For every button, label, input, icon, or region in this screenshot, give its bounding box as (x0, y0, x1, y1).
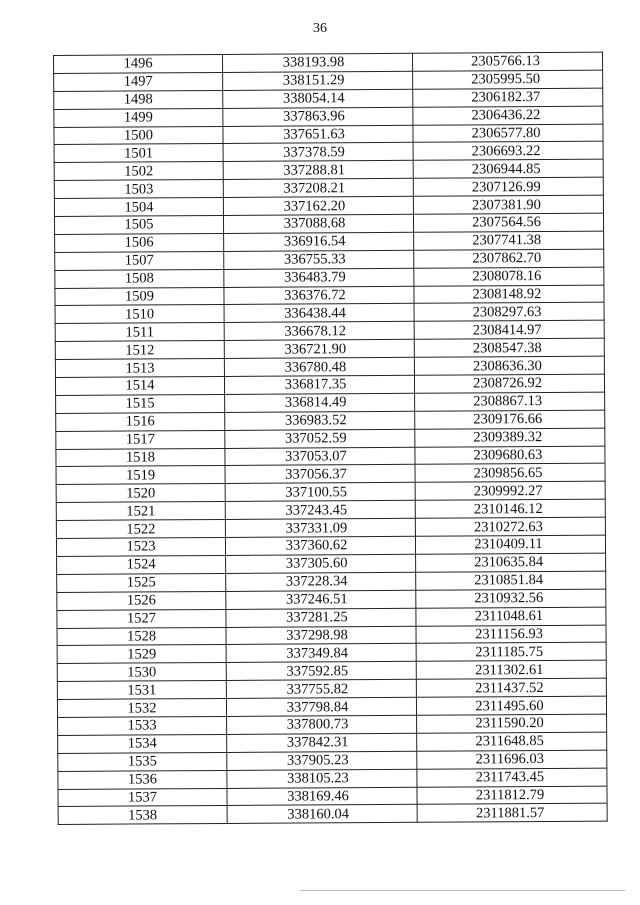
coordinate-table-body (54, 52, 608, 825)
x-coordinate-cell: 337228.34 (226, 572, 416, 591)
y-coordinate-cell: 2309680.63 (415, 446, 605, 465)
y-coordinate-cell: 2308867.13 (415, 392, 605, 411)
y-coordinate-cell: 2311048.61 (416, 607, 606, 626)
x-coordinate-cell: 337053.07 (225, 447, 415, 466)
y-coordinate-cell: 2310635.84 (416, 553, 606, 572)
point-number-cell: 1497 (54, 72, 223, 91)
y-coordinate-cell: 2310409.11 (415, 535, 605, 554)
y-coordinate-cell: 2311590.20 (417, 714, 607, 733)
point-number-cell: 1521 (56, 502, 225, 521)
x-coordinate-cell: 337651.63 (223, 125, 413, 144)
point-number-cell: 1514 (55, 376, 224, 395)
y-coordinate-cell: 2310932.56 (416, 589, 606, 608)
y-coordinate-cell: 2311881.57 (417, 804, 607, 823)
x-coordinate-cell: 336817.35 (224, 375, 414, 394)
x-coordinate-cell: 337162.20 (223, 196, 413, 215)
point-number-cell: 1498 (54, 90, 223, 109)
x-coordinate-cell: 336916.54 (224, 232, 414, 251)
y-coordinate-cell: 2306693.22 (413, 142, 603, 161)
y-coordinate-cell: 2307862.70 (414, 249, 604, 268)
x-coordinate-cell: 336376.72 (224, 286, 414, 305)
point-number-cell: 1515 (56, 394, 225, 413)
y-coordinate-cell: 2309856.65 (415, 464, 605, 483)
point-number-cell: 1496 (54, 54, 223, 73)
y-coordinate-cell: 2311437.52 (416, 678, 606, 697)
y-coordinate-cell: 2309992.27 (415, 482, 605, 501)
y-coordinate-cell: 2311156.93 (416, 625, 606, 644)
x-coordinate-cell: 337755.82 (226, 679, 416, 698)
x-coordinate-cell: 337100.55 (225, 483, 415, 502)
y-coordinate-cell: 2311743.45 (417, 768, 607, 787)
y-coordinate-cell: 2311812.79 (417, 786, 607, 805)
y-coordinate-cell: 2311302.61 (416, 660, 606, 679)
point-number-cell: 1510 (55, 305, 224, 324)
point-number-cell: 1538 (58, 806, 227, 825)
y-coordinate-cell: 2311648.85 (417, 732, 607, 751)
point-number-cell: 1536 (58, 770, 227, 789)
point-number-cell: 1518 (56, 448, 225, 467)
x-coordinate-cell: 337863.96 (223, 107, 413, 126)
x-coordinate-cell: 337905.23 (227, 751, 417, 770)
point-number-cell: 1511 (55, 323, 224, 342)
y-coordinate-cell: 2310272.63 (415, 517, 605, 536)
x-coordinate-cell: 337800.73 (227, 715, 417, 734)
point-number-cell: 1525 (57, 573, 226, 592)
x-coordinate-cell: 337088.68 (223, 214, 413, 233)
y-coordinate-cell: 2308414.97 (414, 320, 604, 339)
point-number-cell: 1502 (54, 162, 223, 181)
y-coordinate-cell: 2307741.38 (414, 231, 604, 250)
coordinate-table (53, 52, 608, 826)
point-number-cell: 1524 (57, 555, 226, 574)
y-coordinate-cell: 2307126.99 (413, 177, 603, 196)
y-coordinate-cell: 2305995.50 (413, 70, 603, 89)
y-coordinate-cell: 2307564.56 (413, 213, 603, 232)
x-coordinate-cell: 336983.52 (225, 411, 415, 430)
point-number-cell: 1531 (57, 681, 226, 700)
y-coordinate-cell: 2307381.90 (413, 195, 603, 214)
x-coordinate-cell: 336755.33 (224, 250, 414, 269)
x-coordinate-cell: 338160.04 (227, 805, 417, 824)
y-coordinate-cell: 2308547.38 (414, 338, 604, 357)
x-coordinate-cell: 336780.48 (224, 357, 414, 376)
x-coordinate-cell: 336814.49 (225, 393, 415, 412)
x-coordinate-cell: 336483.79 (224, 268, 414, 287)
y-coordinate-cell: 2305766.13 (412, 52, 602, 71)
point-number-cell: 1530 (57, 663, 226, 682)
y-coordinate-cell: 2308148.92 (414, 285, 604, 304)
x-coordinate-cell: 337842.31 (227, 733, 417, 752)
y-coordinate-cell: 2306436.22 (413, 106, 603, 125)
x-coordinate-cell: 337052.59 (225, 429, 415, 448)
point-number-cell: 1520 (56, 484, 225, 503)
point-number-cell: 1512 (55, 341, 224, 360)
x-coordinate-cell: 337281.25 (226, 608, 416, 627)
footer-rule (300, 890, 625, 891)
y-coordinate-cell: 2310851.84 (416, 571, 606, 590)
point-number-cell: 1499 (54, 108, 223, 127)
x-coordinate-cell: 337056.37 (225, 465, 415, 484)
point-number-cell: 1522 (56, 520, 225, 539)
x-coordinate-cell: 337378.59 (223, 143, 413, 162)
point-number-cell: 1504 (54, 198, 223, 217)
y-coordinate-cell: 2311185.75 (416, 643, 606, 662)
point-number-cell: 1519 (56, 466, 225, 485)
x-coordinate-cell: 337243.45 (225, 501, 415, 520)
point-number-cell: 1501 (54, 144, 223, 163)
point-number-cell: 1535 (58, 752, 227, 771)
x-coordinate-cell: 337798.84 (226, 697, 416, 716)
y-coordinate-cell: 2309176.66 (415, 410, 605, 429)
x-coordinate-cell: 336721.90 (224, 340, 414, 359)
y-coordinate-cell: 2306577.80 (413, 124, 603, 143)
y-coordinate-cell: 2311696.03 (417, 750, 607, 769)
point-number-cell: 1505 (54, 215, 223, 234)
y-coordinate-cell: 2308726.92 (414, 374, 604, 393)
point-number-cell: 1516 (56, 412, 225, 431)
x-coordinate-cell: 337349.84 (226, 644, 416, 663)
point-number-cell: 1532 (57, 699, 226, 718)
y-coordinate-cell: 2311495.60 (416, 696, 606, 715)
point-number-cell: 1509 (55, 287, 224, 306)
x-coordinate-cell: 337288.81 (223, 161, 413, 180)
x-coordinate-cell: 338105.23 (227, 769, 417, 788)
x-coordinate-cell: 338054.14 (223, 89, 413, 108)
point-number-cell: 1527 (57, 609, 226, 628)
point-number-cell: 1508 (55, 269, 224, 288)
x-coordinate-cell: 337360.62 (225, 536, 415, 555)
point-number-cell: 1503 (54, 180, 223, 199)
x-coordinate-cell: 337298.98 (226, 626, 416, 645)
point-number-cell: 1517 (56, 430, 225, 449)
point-number-cell: 1529 (57, 645, 226, 664)
x-coordinate-cell: 336678.12 (224, 322, 414, 341)
x-coordinate-cell: 337331.09 (225, 518, 415, 537)
point-number-cell: 1506 (55, 233, 224, 252)
point-number-cell: 1500 (54, 126, 223, 145)
y-coordinate-cell: 2310146.12 (415, 499, 605, 518)
x-coordinate-cell: 338193.98 (222, 53, 412, 72)
y-coordinate-cell: 2309389.32 (415, 428, 605, 447)
x-coordinate-cell: 336438.44 (224, 304, 414, 323)
x-coordinate-cell: 337208.21 (223, 179, 413, 198)
point-number-cell: 1513 (55, 359, 224, 378)
x-coordinate-cell: 338169.46 (227, 787, 417, 806)
point-number-cell: 1537 (58, 788, 227, 807)
y-coordinate-cell: 2308297.63 (414, 303, 604, 322)
point-number-cell: 1528 (57, 627, 226, 646)
point-number-cell: 1533 (58, 716, 227, 735)
point-number-cell: 1523 (56, 538, 225, 557)
x-coordinate-cell: 337246.51 (226, 590, 416, 609)
y-coordinate-cell: 2308078.16 (414, 267, 604, 286)
y-coordinate-cell: 2306182.37 (413, 88, 603, 107)
table-row (58, 804, 607, 825)
point-number-cell: 1526 (57, 591, 226, 610)
point-number-cell: 1534 (58, 734, 227, 753)
x-coordinate-cell: 337592.85 (226, 662, 416, 681)
x-coordinate-cell: 337305.60 (226, 554, 416, 573)
point-number-cell: 1507 (55, 251, 224, 270)
y-coordinate-cell: 2308636.30 (414, 356, 604, 375)
x-coordinate-cell: 338151.29 (223, 71, 413, 90)
y-coordinate-cell: 2306944.85 (413, 159, 603, 178)
page-number: 36 (313, 21, 327, 36)
